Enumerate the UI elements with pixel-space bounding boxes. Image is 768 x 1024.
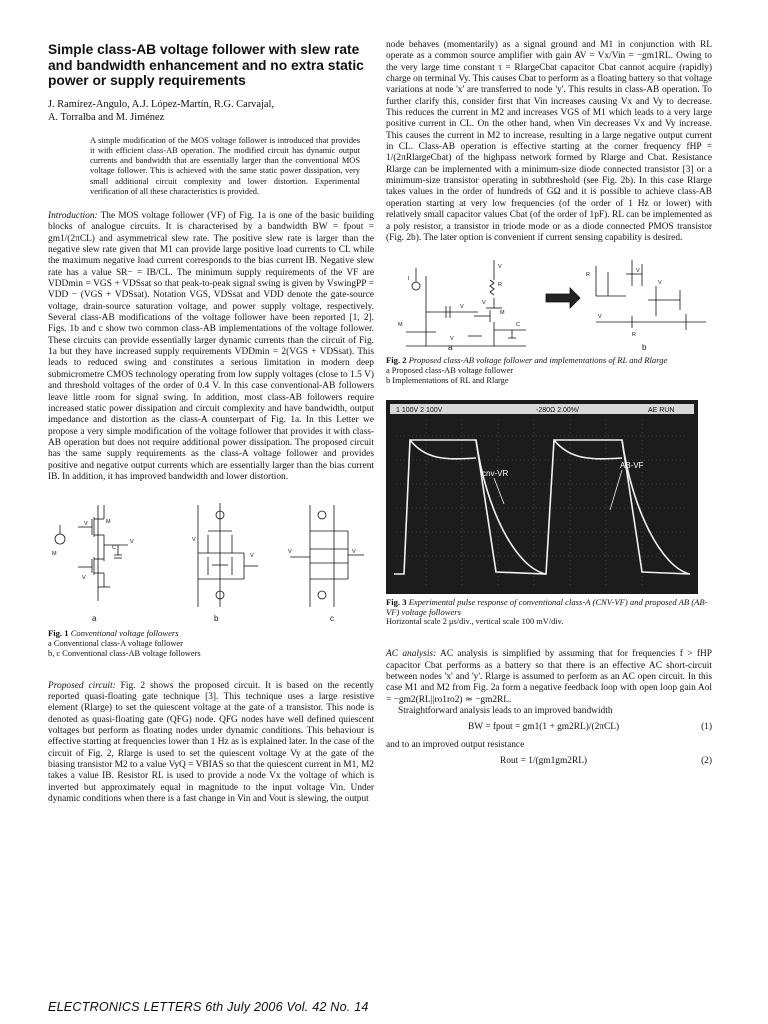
abstract: A simple modification of the MOS voltage follower is introduced that provides it with efficient class-AB operation. The modified circuit has dynamic output currents and bandwidth that are essentially larger than the conventional MOS voltage follower. This is achieved with the same static power dissipation, very small additional circuit complexity and lower distortion. Experimental verification of all these characteristics is provided. [90, 135, 360, 196]
svg-text:R: R [586, 272, 590, 279]
figure-3-scale-note: Horizontal scale 2 μs/div., vertical scale 100 mV/div. [386, 617, 564, 627]
author-list [48, 98, 374, 124]
figure-2-caption-text: Proposed class-AB voltage follower and implementations of RL and Rlarge [408, 355, 668, 366]
figure-1-circuits [48, 497, 374, 625]
scope-channel-settings: 1 100V 2 100V [396, 406, 443, 414]
paper-title: Simple class-AB voltage follower with slew rate and bandwidth enhancement and no extra static power or supply requirements [48, 42, 364, 89]
svg-text:M: M [52, 551, 57, 558]
figure-3-label: Fig. 3 [386, 596, 407, 607]
ac-analysis-paragraph [386, 649, 712, 706]
figure-2-subcaption-b: b Implementations of RL and Rlarge [386, 375, 509, 385]
figure-2-subcaption-a: a Proposed class-AB voltage follower [386, 365, 513, 375]
svg-text:V: V [598, 314, 602, 321]
label-ab-vf: AB-VF [620, 460, 644, 470]
introduction-heading: Introduction: [48, 211, 98, 221]
authors-line-2: A. Torralba and M. Jiménez [48, 111, 165, 123]
fig1-panel-label-b: b [214, 614, 219, 624]
proposed-circuit-paragraph [48, 681, 374, 806]
svg-text:V: V [192, 537, 196, 544]
svg-text:V: V [498, 264, 502, 271]
ac-analysis-text-2: Straightforward analysis leads to an improved bandwidth [398, 706, 613, 717]
proposed-circuit-text: Fig. 2 shows the proposed circuit. It is based on the recently reported quasi-floating gate technique [3]. This technique uses a large resistive element (Rlarge) to set the quiescent voltage at the gate of a transistor. This node is denoted as quasi-floating gate (QFG) node. QFG nodes have well defined quiescent voltages but perform as floating nodes under dynamic conditions. This behaviour is effective starting at frequencies lower than 1 Hz as is explained later. In the case of the circuit of Fig. 2, Rlarge is used to set the quiescent voltage Vy at the gate of the biasing transistor M2 to a value VyQ = VBIAS so that the quiescent current in M1, M2 takes a value IB. Resistor RL is used to provide a node Vx the voltage of which is inverted but approximately equal in magnitude to the input voltage Vin. Under dynamic conditions when there is a fast change in Vin and Vout is slewing, the output [48, 680, 374, 805]
equation-2-number: (2) [701, 756, 712, 767]
figure-1-subcaption-a: a Conventional class-A voltage follower [48, 638, 183, 648]
equation-1-body: BW = fpout = gm1(1 + gm2RL)/(2πCL) [467, 722, 620, 733]
svg-text:M: M [106, 519, 111, 526]
authors-line-1: J. Ramírez-Angulo, A.J. López-Martín, R.G. Carvajal, [48, 98, 274, 110]
fig2-panel-label-a: a [448, 343, 453, 353]
introduction-paragraph [48, 211, 374, 483]
equation-1-number: (1) [701, 722, 712, 733]
figure-2 [386, 256, 712, 352]
svg-text:V: V [450, 336, 454, 343]
figure-3-caption-text: Experimental pulse response of conventional class-A (CNV-VF) and proposed AB (AB-VF) voltage followers [386, 596, 708, 617]
figure-2-circuits [386, 256, 712, 352]
ac-analysis-text: AC analysis is simplified by assuming that for frequencies f > fHP capacitor Cbat performs as a battery so that there is an effective AC short-circuit between nodes 'x' and 'y'. Rlarge is assumed to perform as an AC open circuit. In this case M1 and M2 from Fig. 2a form a negative feedback loop with open loop gain Aol = −gm2(RL||rο1rο2) ≃ −gm2RL. [386, 649, 712, 705]
scope-run-state: AE RUN [648, 406, 675, 414]
proposed-circuit-heading: Proposed circuit: [48, 680, 116, 691]
introduction-text: The MOS voltage follower (VF) of Fig. 1a is one of the basic building blocks of analogue circuits. It is characterised by a bandwidth BW = fpout = gm1/(2πCL) and asymmetrical slew rate. The positive slew rate is larger than the negative slew rate given that M1 can provide large positive load currents to CL while the maximum negative load current corresponds to the bias current IB. Negative slew rate has a value SR− = IB/CL. The minimum supply requirements of the VF are VDDmin = VGS + VDSsat so that peak-to-peak signal swing is given by VswingPP = VDD − (VGS + VDSsat). Notation VGS, VDSsat and VDD denote the gate-source voltage, drain-source saturation voltage, and power supply voltage, respectively. Several class-AB modifications of the voltage follower have been reported [1, 2]. Figs. 1b and c show two common class-AB implementations of the voltage follower. These circuits can provide essentially larger dynamic currents than the circuit of Fig. 1a but they have increased supply requirements VDDmin = 2(VGS + VDSsat). This leads to reduced swing and constitutes a serious limitation in modern deep submicrometre CMOS technology operating from low supply voltages (close to 1.5 V) and threshold voltages of the order of 0.4 V. In this case conventional-AB followers leave little room for signal swing. In addition, most class-AB followers require increased static power dissipation and circuit complexity and have bandwidth, output impedance and distortion as the class-A counterpart of Fig. 1a. In this Letter we propose a very simple modification of the voltage follower that provides it with class-AB operation but does not require additional power dissipation. The proposed circuit has the same supply requirements as the class-A voltage follower and provides positive and negative output currents which are essentially larger than the bias current IB. In addition, it has improved bandwidth and lower distortion. [48, 211, 374, 482]
ac-analysis-heading: AC analysis: [386, 649, 437, 660]
svg-text:C: C [516, 322, 520, 329]
svg-text:V: V [482, 300, 486, 307]
svg-text:V: V [460, 304, 464, 311]
fig2-panel-label-b: b [642, 343, 647, 353]
svg-text:V: V [82, 575, 86, 582]
left-column [48, 40, 374, 805]
svg-text:V: V [636, 268, 640, 275]
svg-text:R: R [632, 332, 636, 339]
figure-1 [48, 497, 374, 625]
svg-text:V: V [288, 549, 292, 556]
svg-text:C: C [112, 545, 116, 552]
label-cnv-vr: cnv-VR [482, 468, 509, 478]
svg-text:V: V [130, 539, 134, 546]
figure-3-caption [386, 597, 712, 628]
svg-text:V: V [84, 521, 88, 528]
right-top-paragraph: node behaves (momentarily) as a signal ground and M1 in conjunction with RL operate as a common source amplifier with gain AV = Vx/Vin = −gm1RL. Owing to the very large time constant τ = RlargeCbat capacitor Cbat cannot acquire (rapidly) charge on terminal Vy. This causes Cbat to perform as a floating battery so that voltage variations at node 'x' are transferred to node 'y'. This results in class-AB operation. To further clarify this, consider first that Vin increases causing Vx and Vy to decrease. This reduces the current in M2 and increases VGS of M1 which leads to a very large positive current in CL. On the other hand, when Vin decreases Vx and Vy increase. This causes the current in M2 to increase, resulting in a large negative output current in CL. Class-AB operation is effective starting at the corner frequency fHP = 1/(2πRlargeCbat) of the highpass network formed by Rlarge and Cbat. Resistance Rlarge can be implemented with a minimum-size diode connected transistor [3] or a minimum-size transistor operating in subthreshold (see Fig. 2b). In this case Rlarge takes values in the order of hundreds of GΩ and it is possible to achieve class-AB operation starting at very low frequencies (of the order of 1 Hz or lower) with relatively small capacitor values Cbat (of the order of 1pF). RL can be implemented as a poly resistor, a transistor in triode mode or as a diode connected PMOS transistor (Fig. 2b). The later option is convenient if current sensing capability is desired. [386, 40, 712, 243]
right-column [386, 40, 712, 774]
figure-3-waveforms [386, 400, 698, 594]
svg-text:V: V [352, 549, 356, 556]
svg-text:V: V [658, 280, 662, 287]
equation-2-intro: and to an improved output resistance [386, 739, 525, 750]
journal-footer: ELECTRONICS LETTERS 6th July 2006 Vol. 42 No. 14 [48, 1000, 369, 1014]
svg-text:M: M [398, 322, 403, 329]
equation-2-body: Rout = 1/(gm1gm2RL) [500, 756, 588, 767]
fig1-panel-label-c: c [330, 614, 334, 624]
figure-1-subcaption-bc: b, c Conventional class-AB voltage followers [48, 648, 201, 658]
fig1-panel-label-a: a [92, 614, 97, 624]
svg-text:V: V [250, 553, 254, 560]
figure-1-caption-text: Conventional voltage followers [70, 628, 179, 639]
svg-text:R: R [498, 282, 502, 289]
figure-2-caption [386, 355, 712, 385]
svg-text:I: I [408, 276, 410, 283]
figure-2-label: Fig. 2 [386, 355, 407, 366]
scope-timebase: -280Ω 2.00%/ [536, 406, 579, 414]
figure-1-caption [48, 628, 374, 658]
figure-3-scope [386, 400, 698, 594]
equation-2 [386, 756, 712, 767]
svg-text:M: M [500, 310, 505, 317]
equation-1 [386, 722, 712, 733]
figure-1-label: Fig. 1 [48, 628, 69, 639]
